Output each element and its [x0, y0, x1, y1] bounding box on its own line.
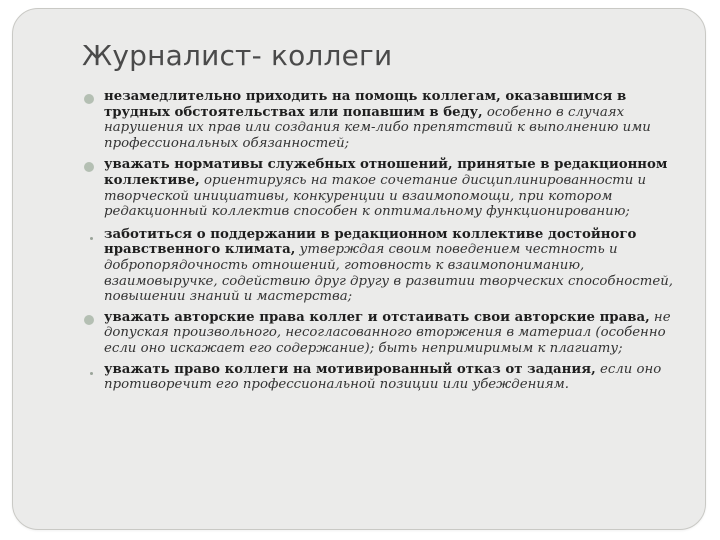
bullet-item: [13, 89, 707, 151]
bullet-italic-text: ориентируясь на такое сочетание дисциплинированности и творческой инициативы, конкуренции и взаимопомощи, при котором редакционный коллектив способен к оптимальному функционированию;: [104, 172, 647, 220]
bullet-italic-text: не допуская произвольного, несогласованного вторжения в материал (особенно если оно искажает его содержание); быть непримиримым к плагиату;: [104, 309, 671, 356]
bullet-bold-text: незамедлительно приходить на помощь коллегам, оказавшимся в трудных обстоятельствах или попавшим в беду,: [104, 89, 627, 120]
bullet-text: [104, 227, 685, 305]
bullet-text: [104, 362, 685, 393]
bullet-small-dot-icon: [90, 372, 93, 375]
bullet-item: [13, 227, 707, 305]
bullet-text: [104, 157, 685, 219]
slide-title: Журналист- коллеги: [82, 39, 393, 72]
bullet-italic-text: если оно противоречит его профессиональной позиции или убеждениям.: [104, 361, 662, 393]
bullet-item: [13, 310, 707, 357]
bullet-small-dot-icon: [90, 237, 93, 240]
bullet-dot-icon: [84, 315, 94, 325]
bullet-text: [104, 89, 685, 151]
bullet-bold-text: заботиться о поддержании в редакционном коллективе достойного нравственного климата,: [104, 226, 637, 258]
bullet-italic-text: особенно в случаях нарушения их прав или создания кем-либо препятствий к выполнению ими профессиональных обязанностей;: [104, 104, 651, 151]
bullet-item: [13, 362, 707, 393]
bullet-item: [13, 157, 707, 219]
bullet-dot-icon: [84, 94, 94, 104]
bullet-list: [13, 89, 707, 393]
bullet-bold-text: уважать нормативы служебных отношений, принятые в редакционном коллективе,: [104, 157, 668, 188]
bullet-bold-text: уважать право коллеги на мотивированный отказ от задания,: [104, 361, 596, 377]
bullet-italic-text: утверждая своим поведением честность и добропорядочность отношений, готовность к взаимопониманию, взаимовыручке, содействию друг другу в развитии творческих способностей, повышении знаний и мастерства;: [104, 242, 674, 305]
bullet-text: [104, 310, 685, 357]
slide: [12, 8, 706, 530]
bullet-bold-text: уважать авторские права коллег и отстаивать свои авторские права,: [104, 309, 650, 325]
bullet-dot-icon: [84, 162, 94, 172]
